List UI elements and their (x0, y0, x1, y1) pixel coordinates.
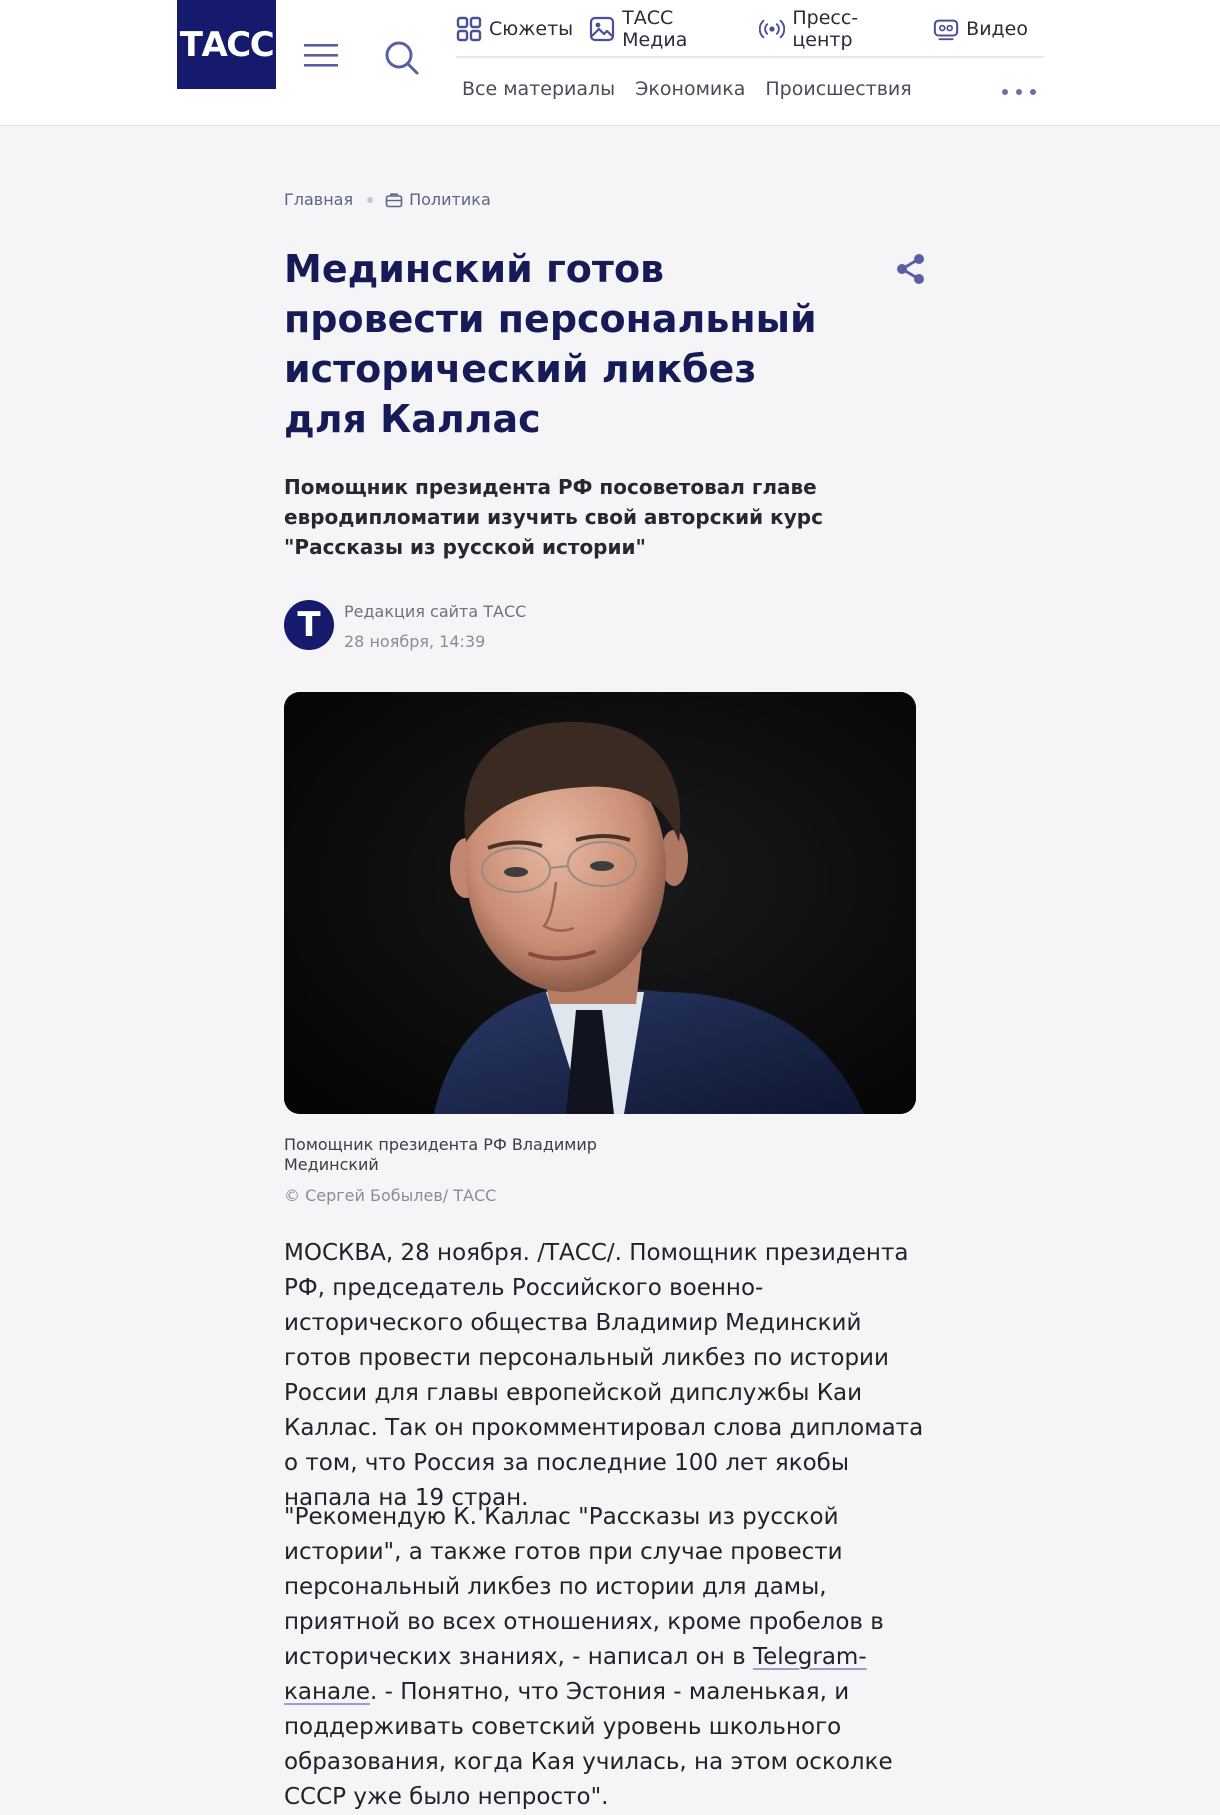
nav-all-materials[interactable]: Все материалы (462, 78, 616, 100)
telegram-channel-link[interactable]: Telegram-канале (284, 1644, 867, 1705)
nav-stories[interactable]: Сюжеты (456, 16, 573, 42)
grid-icon (456, 16, 482, 42)
image-icon (589, 16, 615, 42)
loop-video-icon (933, 16, 959, 42)
nav-divider (456, 56, 1044, 58)
more-icon[interactable] (1002, 82, 1036, 102)
publication-date: 28 ноября, 14:39 (344, 632, 486, 651)
breadcrumb-home[interactable]: Главная (284, 190, 354, 209)
nav-tass-media[interactable]: ТАСС Медиа (589, 7, 743, 51)
article-photo[interactable] (284, 692, 916, 1114)
tass-logo[interactable]: ТАСС (177, 0, 276, 89)
nav-economy[interactable]: Экономика (635, 78, 746, 100)
author-avatar[interactable]: Т (284, 600, 334, 650)
nav-incidents[interactable]: Происшествия (765, 78, 912, 100)
search-icon[interactable] (380, 36, 422, 78)
broadcast-icon (759, 16, 785, 42)
photo-caption: Помощник президента РФ Владимир Мединский (284, 1135, 597, 1174)
photo-credit: © Сергей Бобылев/ ТАСС (284, 1186, 497, 1205)
share-icon[interactable] (892, 250, 930, 288)
section-nav (462, 78, 932, 100)
site-header (0, 0, 1220, 126)
author-name[interactable]: Редакция сайта ТАСС (344, 602, 527, 621)
top-nav (456, 8, 1044, 50)
breadcrumb (284, 190, 491, 209)
article-lead: Помощник президента РФ посоветовал главе евродипломатии изучить свой авторский курс "Рассказы из русской истории" (284, 475, 823, 559)
article-paragraph-2: "Рекомендую К. Каллас "Рассказы из русской истории", а также готов при случае провести персональный ликбез по истории для дамы, приятной во всех отношениях, кроме пробелов в исторических знаниях, - написал он в Telegram-канале. - Понятно, что Эстония - маленькая, и поддерживать советский уровень школьного образования, когда Кая училась, на этом осколке СССР уже было непросто". (284, 1504, 893, 1810)
breadcrumb-section[interactable]: Политика (409, 190, 491, 209)
article-paragraph-1: МОСКВА, 28 ноября. /ТАСС/. Помощник президента РФ, председатель Российского военно-исторического общества Владимир Мединский готов провести персональный ликбез по истории России для главы европейской дипслужбы Каи Каллас. Так он прокомментировал слова дипломата о том, что Россия за последние 100 лет якобы напала на 19 стран. (284, 1240, 924, 1511)
menu-icon[interactable] (300, 40, 342, 70)
breadcrumb-separator (367, 197, 373, 203)
nav-video[interactable]: Видео (933, 16, 1028, 42)
nav-press-center[interactable]: Пресс-центр (759, 7, 917, 51)
briefcase-icon (385, 191, 403, 209)
article-title: Мединский готов провести персональный исторический ликбез для Каллас (284, 247, 817, 441)
